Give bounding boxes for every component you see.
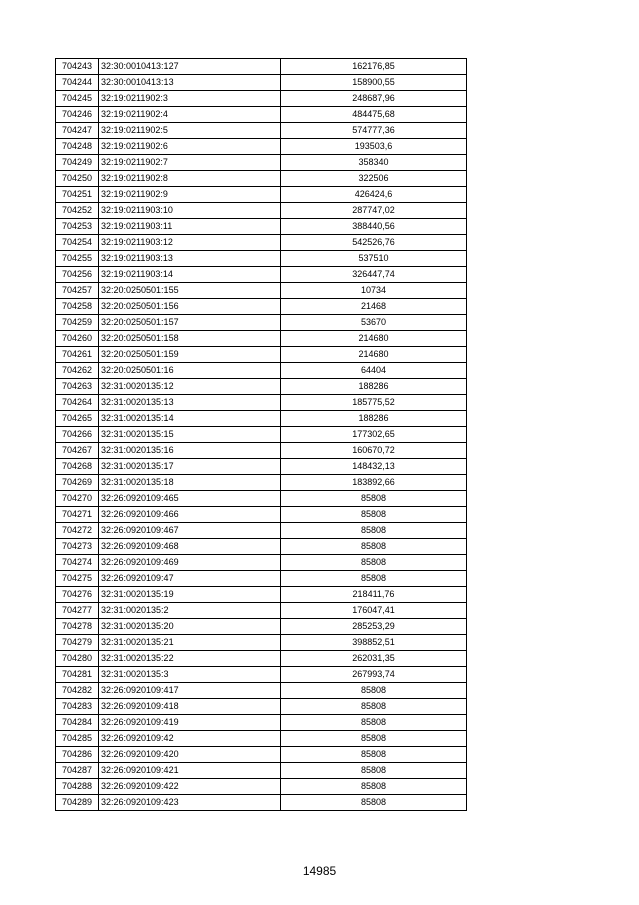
row-number-cell: 704263: [56, 379, 99, 395]
row-number-cell: 704265: [56, 411, 99, 427]
cadastral-number-cell: 32:31:0020135:16: [99, 443, 281, 459]
cadastral-number-cell: 32:26:0920109:417: [99, 683, 281, 699]
table-row: [56, 219, 467, 235]
cadastral-number-cell: 32:19:0211902:4: [99, 107, 281, 123]
cadastral-value-cell: 388440,56: [281, 219, 467, 235]
cadastral-number-cell: 32:20:0250501:156: [99, 299, 281, 315]
cadastral-number-cell: 32:20:0250501:16: [99, 363, 281, 379]
table-row: [56, 587, 467, 603]
cadastral-number-cell: 32:31:0020135:17: [99, 459, 281, 475]
cadastral-number-cell: 32:26:0920109:418: [99, 699, 281, 715]
cadastral-number-cell: 32:19:0211903:12: [99, 235, 281, 251]
cadastral-value-cell: 85808: [281, 539, 467, 555]
row-number-cell: 704269: [56, 475, 99, 491]
cadastral-value-cell: 85808: [281, 763, 467, 779]
cadastral-value-cell: 148432,13: [281, 459, 467, 475]
cadastral-number-cell: 32:26:0920109:47: [99, 571, 281, 587]
table-row: [56, 363, 467, 379]
row-number-cell: 704266: [56, 427, 99, 443]
cadastral-number-cell: 32:19:0211903:10: [99, 203, 281, 219]
cadastral-value-cell: 358340: [281, 155, 467, 171]
row-number-cell: 704246: [56, 107, 99, 123]
row-number-cell: 704253: [56, 219, 99, 235]
row-number-cell: 704267: [56, 443, 99, 459]
cadastral-value-cell: 85808: [281, 747, 467, 763]
table-row: [56, 75, 467, 91]
row-number-cell: 704255: [56, 251, 99, 267]
table-row: [56, 619, 467, 635]
row-number-cell: 704280: [56, 651, 99, 667]
table-row: [56, 699, 467, 715]
table-row: [56, 59, 467, 75]
cadastral-value-cell: 85808: [281, 507, 467, 523]
table-row: [56, 283, 467, 299]
cadastral-number-cell: 32:26:0920109:466: [99, 507, 281, 523]
cadastral-number-cell: 32:26:0920109:465: [99, 491, 281, 507]
row-number-cell: 704243: [56, 59, 99, 75]
cadastral-value-cell: 326447,74: [281, 267, 467, 283]
cadastral-number-cell: 32:31:0020135:18: [99, 475, 281, 491]
row-number-cell: 704272: [56, 523, 99, 539]
cadastral-value-cell: 185775,52: [281, 395, 467, 411]
row-number-cell: 704262: [56, 363, 99, 379]
row-number-cell: 704252: [56, 203, 99, 219]
row-number-cell: 704268: [56, 459, 99, 475]
cadastral-value-cell: 160670,72: [281, 443, 467, 459]
table-row: [56, 155, 467, 171]
table-row: [56, 235, 467, 251]
cadastral-number-cell: 32:31:0020135:20: [99, 619, 281, 635]
table-row: [56, 107, 467, 123]
cadastral-value-cell: 64404: [281, 363, 467, 379]
table-row: [56, 299, 467, 315]
row-number-cell: 704264: [56, 395, 99, 411]
cadastral-value-cell: 85808: [281, 699, 467, 715]
cadastral-value-cell: 542526,76: [281, 235, 467, 251]
row-number-cell: 704274: [56, 555, 99, 571]
cadastral-number-cell: 32:20:0250501:157: [99, 315, 281, 331]
cadastral-value-cell: 85808: [281, 683, 467, 699]
row-number-cell: 704254: [56, 235, 99, 251]
row-number-cell: 704288: [56, 779, 99, 795]
row-number-cell: 704279: [56, 635, 99, 651]
cadastral-value-cell: 287747,02: [281, 203, 467, 219]
table-row: [56, 539, 467, 555]
cadastral-value-cell: 85808: [281, 571, 467, 587]
row-number-cell: 704261: [56, 347, 99, 363]
row-number-cell: 704256: [56, 267, 99, 283]
cadastral-number-cell: 32:26:0920109:421: [99, 763, 281, 779]
cadastral-value-cell: 398852,51: [281, 635, 467, 651]
cadastral-number-cell: 32:31:0020135:14: [99, 411, 281, 427]
table-body: [56, 59, 467, 811]
cadastral-number-cell: 32:31:0020135:15: [99, 427, 281, 443]
table-row: [56, 763, 467, 779]
row-number-cell: 704248: [56, 139, 99, 155]
table-row: [56, 427, 467, 443]
cadastral-value-cell: 214680: [281, 347, 467, 363]
cadastral-number-cell: 32:31:0020135:19: [99, 587, 281, 603]
cadastral-number-cell: 32:19:0211902:7: [99, 155, 281, 171]
row-number-cell: 704278: [56, 619, 99, 635]
cadastral-number-cell: 32:31:0020135:12: [99, 379, 281, 395]
cadastral-value-cell: 176047,41: [281, 603, 467, 619]
cadastral-value-cell: 85808: [281, 523, 467, 539]
cadastral-value-cell: 85808: [281, 731, 467, 747]
cadastral-value-cell: 85808: [281, 491, 467, 507]
table-row: [56, 267, 467, 283]
cadastral-number-cell: 32:26:0920109:420: [99, 747, 281, 763]
cadastral-number-cell: 32:20:0250501:158: [99, 331, 281, 347]
table-row: [56, 779, 467, 795]
row-number-cell: 704270: [56, 491, 99, 507]
cadastral-value-cell: 285253,29: [281, 619, 467, 635]
cadastral-value-cell: 183892,66: [281, 475, 467, 491]
cadastral-value-table-container: [55, 58, 467, 811]
cadastral-number-cell: 32:26:0920109:422: [99, 779, 281, 795]
cadastral-number-cell: 32:31:0020135:21: [99, 635, 281, 651]
table-row: [56, 411, 467, 427]
table-row: [56, 571, 467, 587]
table-row: [56, 123, 467, 139]
table-row: [56, 203, 467, 219]
table-row: [56, 139, 467, 155]
table-row: [56, 315, 467, 331]
row-number-cell: 704245: [56, 91, 99, 107]
row-number-cell: 704281: [56, 667, 99, 683]
cadastral-value-cell: 218411,76: [281, 587, 467, 603]
row-number-cell: 704283: [56, 699, 99, 715]
cadastral-number-cell: 32:26:0920109:468: [99, 539, 281, 555]
cadastral-number-cell: 32:19:0211903:14: [99, 267, 281, 283]
cadastral-value-cell: 214680: [281, 331, 467, 347]
row-number-cell: 704276: [56, 587, 99, 603]
row-number-cell: 704286: [56, 747, 99, 763]
cadastral-value-cell: 85808: [281, 715, 467, 731]
row-number-cell: 704289: [56, 795, 99, 811]
table-row: [56, 91, 467, 107]
table-row: [56, 523, 467, 539]
cadastral-value-cell: 21468: [281, 299, 467, 315]
cadastral-value-cell: 262031,35: [281, 651, 467, 667]
row-number-cell: 704244: [56, 75, 99, 91]
cadastral-number-cell: 32:19:0211903:11: [99, 219, 281, 235]
cadastral-number-cell: 32:20:0250501:159: [99, 347, 281, 363]
table-row: [56, 251, 467, 267]
cadastral-number-cell: 32:31:0020135:3: [99, 667, 281, 683]
table-row: [56, 555, 467, 571]
cadastral-number-cell: 32:19:0211902:8: [99, 171, 281, 187]
table-row: [56, 395, 467, 411]
cadastral-value-cell: 574777,36: [281, 123, 467, 139]
cadastral-value-cell: 10734: [281, 283, 467, 299]
page-number: 14985: [302, 864, 337, 878]
cadastral-value-cell: 426424,6: [281, 187, 467, 203]
row-number-cell: 704284: [56, 715, 99, 731]
cadastral-number-cell: 32:20:0250501:155: [99, 283, 281, 299]
table-row: [56, 651, 467, 667]
table-row: [56, 667, 467, 683]
row-number-cell: 704249: [56, 155, 99, 171]
table-row: [56, 475, 467, 491]
row-number-cell: 704285: [56, 731, 99, 747]
table-row: [56, 731, 467, 747]
cadastral-number-cell: 32:26:0920109:467: [99, 523, 281, 539]
cadastral-number-cell: 32:31:0020135:2: [99, 603, 281, 619]
table-row: [56, 715, 467, 731]
cadastral-value-cell: 193503,6: [281, 139, 467, 155]
row-number-cell: 704282: [56, 683, 99, 699]
cadastral-number-cell: 32:31:0020135:13: [99, 395, 281, 411]
cadastral-value-cell: 85808: [281, 555, 467, 571]
table-row: [56, 187, 467, 203]
row-number-cell: 704251: [56, 187, 99, 203]
cadastral-number-cell: 32:30:0010413:13: [99, 75, 281, 91]
row-number-cell: 704273: [56, 539, 99, 555]
table-row: [56, 635, 467, 651]
cadastral-number-cell: 32:26:0920109:42: [99, 731, 281, 747]
cadastral-number-cell: 32:19:0211902:6: [99, 139, 281, 155]
cadastral-value-cell: 484475,68: [281, 107, 467, 123]
cadastral-number-cell: 32:31:0020135:22: [99, 651, 281, 667]
row-number-cell: 704277: [56, 603, 99, 619]
cadastral-value-cell: 188286: [281, 379, 467, 395]
table-row: [56, 459, 467, 475]
row-number-cell: 704260: [56, 331, 99, 347]
table-row: [56, 491, 467, 507]
cadastral-number-cell: 32:26:0920109:419: [99, 715, 281, 731]
table-row: [56, 443, 467, 459]
cadastral-number-cell: 32:19:0211902:5: [99, 123, 281, 139]
cadastral-value-cell: 158900,55: [281, 75, 467, 91]
cadastral-number-cell: 32:19:0211902:3: [99, 91, 281, 107]
table-row: [56, 379, 467, 395]
table-row: [56, 171, 467, 187]
row-number-cell: 704259: [56, 315, 99, 331]
cadastral-number-cell: 32:26:0920109:469: [99, 555, 281, 571]
table-row: [56, 795, 467, 811]
cadastral-value-cell: 267993,74: [281, 667, 467, 683]
row-number-cell: 704250: [56, 171, 99, 187]
row-number-cell: 704257: [56, 283, 99, 299]
table-row: [56, 347, 467, 363]
table-row: [56, 603, 467, 619]
cadastral-number-cell: 32:26:0920109:423: [99, 795, 281, 811]
row-number-cell: 704258: [56, 299, 99, 315]
cadastral-value-cell: 85808: [281, 779, 467, 795]
table-row: [56, 683, 467, 699]
row-number-cell: 704247: [56, 123, 99, 139]
cadastral-value-cell: 248687,96: [281, 91, 467, 107]
row-number-cell: 704275: [56, 571, 99, 587]
cadastral-number-cell: 32:30:0010413:127: [99, 59, 281, 75]
row-number-cell: 704287: [56, 763, 99, 779]
cadastral-value-cell: 85808: [281, 795, 467, 811]
table-row: [56, 507, 467, 523]
row-number-cell: 704271: [56, 507, 99, 523]
cadastral-value-cell: 537510: [281, 251, 467, 267]
cadastral-value-table: [55, 58, 467, 811]
table-row: [56, 747, 467, 763]
table-row: [56, 331, 467, 347]
cadastral-value-cell: 177302,65: [281, 427, 467, 443]
cadastral-value-cell: 162176,85: [281, 59, 467, 75]
cadastral-value-cell: 53670: [281, 315, 467, 331]
cadastral-value-cell: 322506: [281, 171, 467, 187]
cadastral-value-cell: 188286: [281, 411, 467, 427]
cadastral-number-cell: 32:19:0211902:9: [99, 187, 281, 203]
cadastral-number-cell: 32:19:0211903:13: [99, 251, 281, 267]
